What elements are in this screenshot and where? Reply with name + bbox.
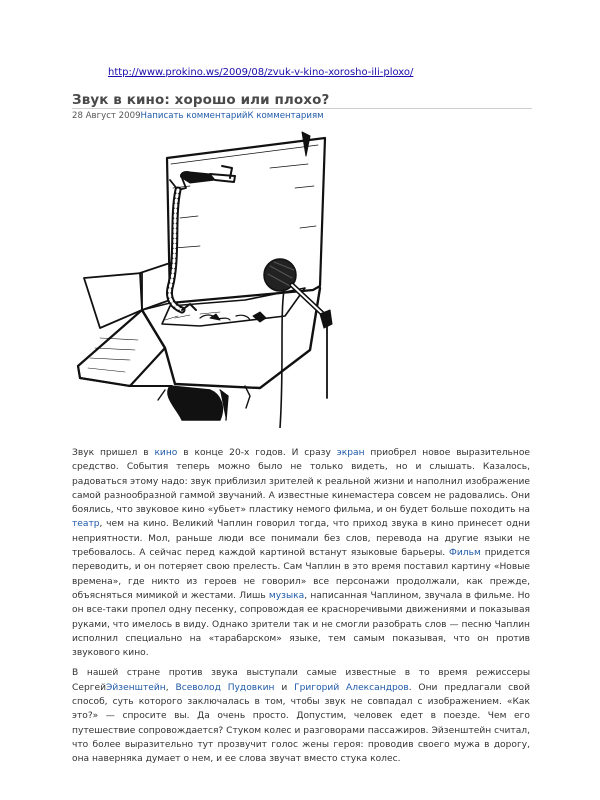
paragraph-text: и xyxy=(274,682,295,693)
link-muzyka[interactable]: музыка xyxy=(268,590,305,601)
sink-microphone-illustration xyxy=(70,128,336,428)
link-ekran[interactable]: экран xyxy=(336,448,365,458)
article-paragraph xyxy=(72,666,530,766)
article-title: Звук в кино: хорошо или плохо? xyxy=(72,92,330,108)
article-body xyxy=(72,446,530,773)
source-url-link[interactable]: http://www.prokino.ws/2009/08/zvuk-v-kino-xorosho-ili-ploxo/ xyxy=(108,67,414,78)
paragraph-text: . Они предлагали свой способ, суть которого заключалась в том, чтобы звук не совпадал с изображением. «Как это?» — спросите вы. Да очень просто. Допустим, человек едет в поезде. Чем его путешествие сопровождается? Стуком колес и разговорами пассажиров. Эйзенштейн считал, что более выразительно тут прозвучит голос жены героя: проводив своего мужа в дорогу, она наверняка думает о нем, и ее слова звучат вместо стука колес. xyxy=(72,682,530,765)
link-pudovkin[interactable]: Всеволод Пудовкин xyxy=(175,682,275,693)
link-kino[interactable]: кино xyxy=(154,448,178,458)
title-divider xyxy=(72,108,532,109)
link-alexandrov[interactable]: Григорий Александров xyxy=(294,682,409,693)
paragraph-text: , чем на кино. Великий Чаплин говорил тогда, что приход звука в кино принесет одни неприятности. Мол, раньше люди все понимали без слов, перевода на другие языки не требовалось. А сейчас перед каждой картиной встанут языковые барьеры. xyxy=(72,519,530,559)
article-date: 28 Август 2009 xyxy=(72,111,141,121)
link-teatr[interactable]: театр xyxy=(72,519,100,530)
link-eisenstein[interactable]: Эйзенштейн xyxy=(106,682,166,693)
paragraph-text: Звук пришел в xyxy=(72,448,155,458)
to-comments-link[interactable]: К комментариям xyxy=(247,111,324,121)
paragraph-text: в конце 20-х годов. И сразу xyxy=(177,448,337,458)
paragraph-text: , xyxy=(165,682,176,693)
paragraph-text: приобрел новое выразительное средство. События теперь можно было не только видеть, но и слышать. Казалось, радоваться этому надо: звук приблизил зрителей к реальной жизни и наполнил изображение самой разнообразной гаммой звучаний. А известные кинемастера совсем не радовались. Они боялись, что звуковое кино «убьет» пластику немого фильма, и он будет больше походить на xyxy=(72,448,530,516)
paragraph-text: , написанная Чаплином, звучала в фильме. Но он все-таки пропел одну песенку, сопровождая ее красноречивыми движениями и показывая руками, что имелось в виду. Однако зрители так и не смогли разобрать слов — песню Чаплин исполнил специально на «тарабарском» языке, тем самым показывая, что он против звукового кино. xyxy=(72,590,530,659)
paragraph-text: В нашей стране против звука выступали самые известные в то время режиссеры Сергей xyxy=(72,668,530,693)
article-paragraph xyxy=(72,446,530,660)
write-comment-link[interactable]: Написать комментарий xyxy=(140,111,248,121)
link-film[interactable]: Фильм xyxy=(449,548,481,559)
paragraph-text: придется переводить, и он потеряет свою прелесть. Сам Чаплин в это время поставил картину «Новые времена», где никто из героев не говорил» все персонажи продолжали, как прежде, объясняться мимикой и жестами. Лишь xyxy=(72,548,530,601)
article-meta xyxy=(72,111,324,121)
